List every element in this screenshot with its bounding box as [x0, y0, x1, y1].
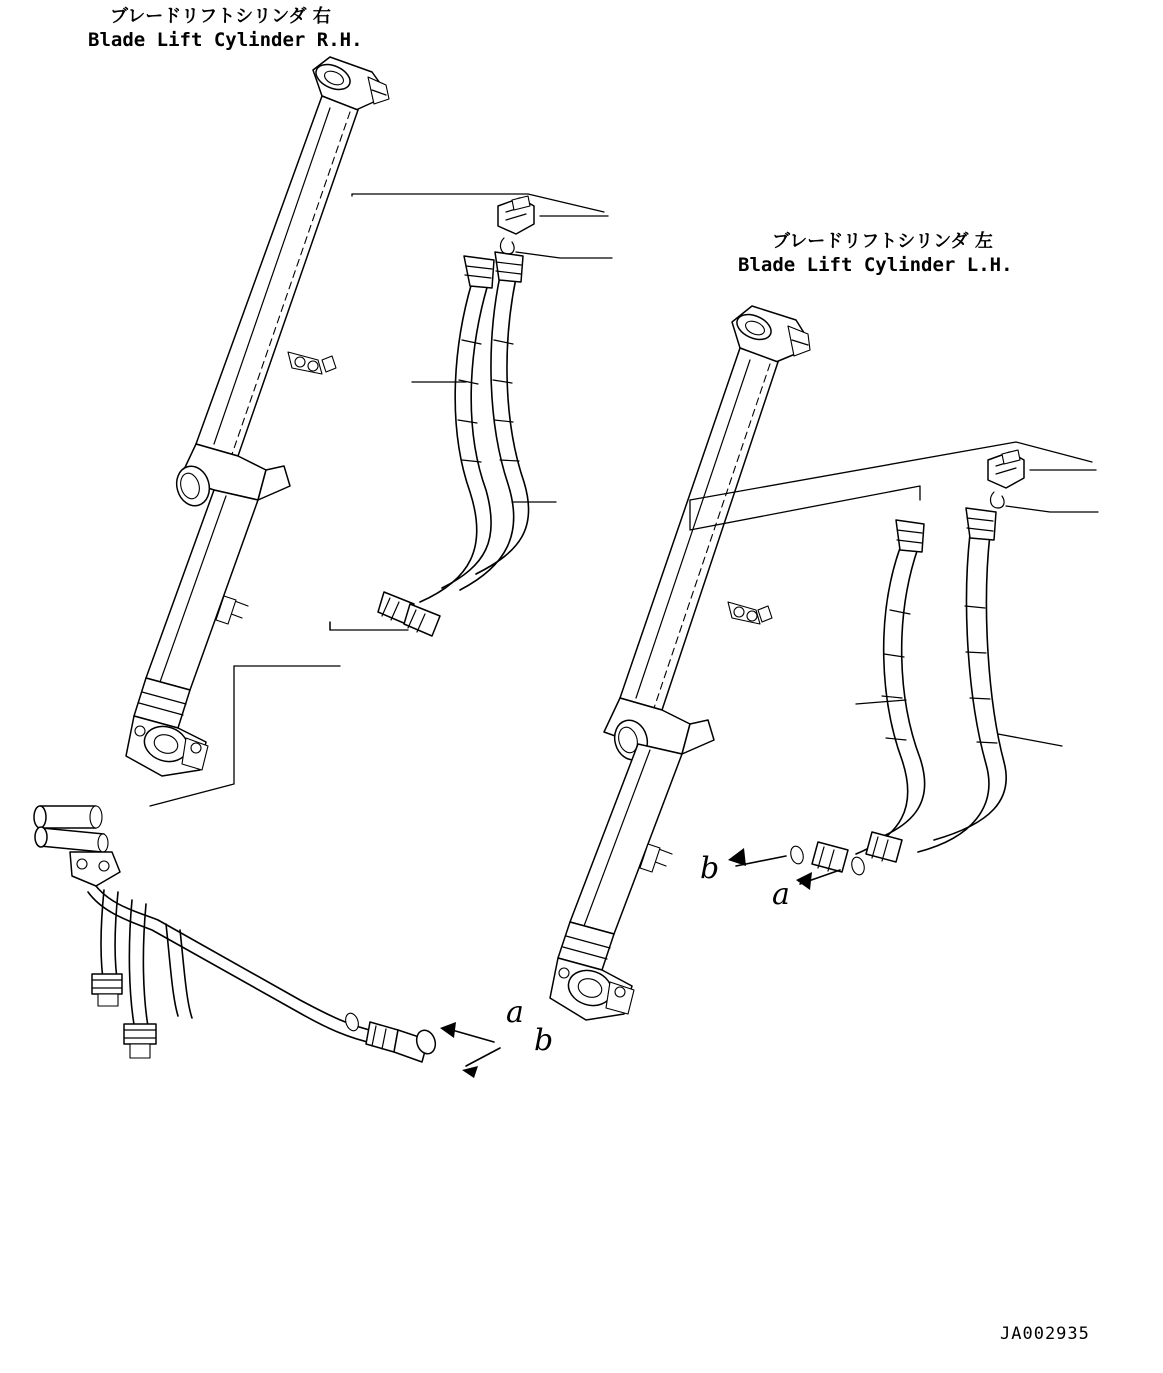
cylinder-rh-clevis [126, 716, 208, 776]
tube-junction-block [70, 852, 120, 886]
cylinder-rh-tube [196, 96, 358, 460]
cylinder-lh-barrel [570, 744, 682, 934]
callout-rh-a: a [506, 995, 524, 1030]
callout-rh-b: b [534, 1023, 554, 1058]
cylinder-rh-clamp [288, 352, 336, 374]
rh-title-japanese: ブレードリフトシリンダ 右 [110, 6, 331, 27]
lower-tube-assembly [34, 806, 553, 1078]
lh-title-english: Blade Lift Cylinder L.H. [738, 254, 1013, 276]
callout-lh-b: b [700, 851, 720, 886]
hose-lh-lower-fitting-2 [866, 832, 902, 862]
oring-rh [501, 238, 515, 254]
hose-pair-lh [789, 508, 1006, 876]
pipe-end-fitting-2 [124, 1024, 156, 1058]
rh-title-english: Blade Lift Cylinder R.H. [88, 29, 363, 51]
hose-lh-upper-fitting-2 [966, 508, 996, 540]
hose-rh-texture [458, 340, 519, 462]
title-block-right-hand [88, 5, 363, 51]
cylinder-lh-group [550, 306, 810, 1020]
hose-lh-lower-fitting-1 [812, 842, 848, 872]
cylinder-rh-group [126, 57, 389, 776]
cylinder-lh-tube [620, 348, 778, 714]
leaders-lh [690, 442, 1098, 746]
callout-arrow-rh [440, 1022, 500, 1078]
lh-title-japanese: ブレードリフトシリンダ 左 [772, 231, 993, 252]
oring-lh [991, 492, 1005, 508]
fitting-rh-elbow [498, 196, 534, 234]
hose-rh-upper-fitting-1 [464, 256, 494, 288]
hose-lh-upper-fitting-1 [896, 520, 924, 552]
pipe-end-fitting-1 [92, 974, 122, 1006]
cylinder-lh-clamp [728, 602, 772, 624]
figure-id: JA002935 [1000, 1324, 1090, 1344]
hose-rh-upper-fitting-2 [495, 252, 523, 282]
hose-lh-texture [882, 606, 997, 743]
hose-rh-lower-fitting-2 [404, 604, 440, 636]
washer-lh-b [850, 856, 866, 876]
title-block-left-hand [738, 230, 1013, 276]
fitting-lh-elbow [988, 450, 1024, 488]
cylinder-lh-clevis [550, 958, 634, 1020]
hose-pair-rh [378, 252, 529, 636]
callout-lh-a: a [772, 877, 790, 912]
cylinder-rh-barrel [146, 490, 258, 690]
tube-end-union [344, 1012, 439, 1062]
washer-lh-a [789, 845, 805, 865]
tube-open-ends [34, 806, 108, 852]
